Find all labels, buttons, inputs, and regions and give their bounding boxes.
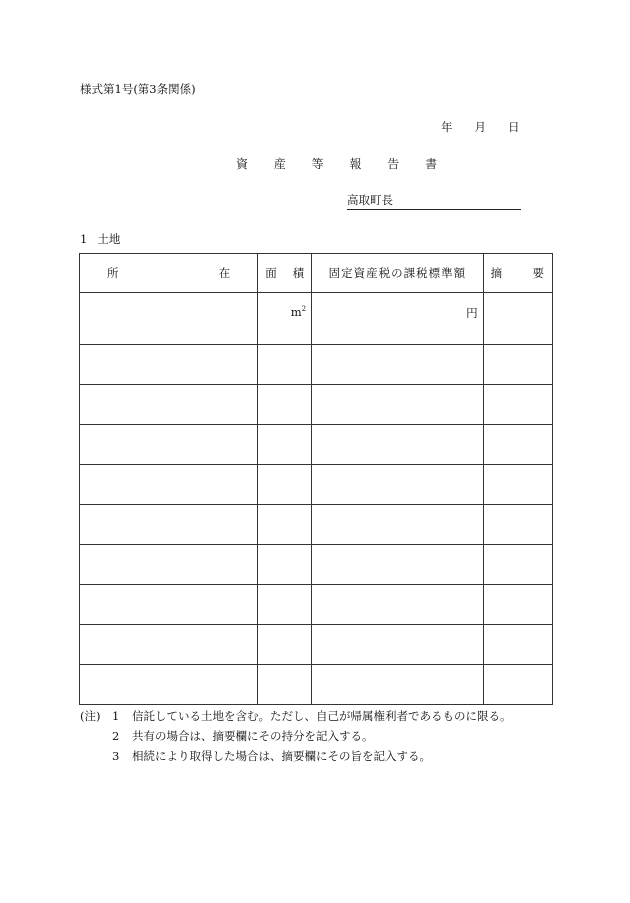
remarks-cell[interactable]	[483, 585, 552, 625]
area-cell[interactable]	[258, 465, 312, 505]
header-assessed-value-label: 固定資産税の課税標準額	[328, 266, 467, 280]
document-title: 資 産 等 報 告 書	[236, 157, 449, 171]
area-cell[interactable]	[258, 625, 312, 665]
assessed-value-cell[interactable]	[312, 465, 484, 505]
assessed-value-cell[interactable]	[312, 625, 484, 665]
location-cell[interactable]	[80, 465, 258, 505]
remarks-cell[interactable]	[483, 293, 552, 345]
area-cell[interactable]	[258, 425, 312, 465]
remarks-cell[interactable]	[483, 345, 552, 385]
header-remarks	[483, 254, 552, 293]
section-heading	[80, 231, 120, 247]
assessed-value-unit: 円	[466, 306, 478, 320]
location-cell[interactable]	[80, 345, 258, 385]
header-location-char-2: 在	[218, 266, 231, 280]
location-cell[interactable]	[80, 425, 258, 465]
note-item	[80, 706, 512, 726]
location-cell[interactable]	[80, 545, 258, 585]
location-cell[interactable]	[80, 385, 258, 425]
assessed-value-cell[interactable]	[312, 545, 484, 585]
location-cell[interactable]	[80, 585, 258, 625]
notes	[80, 706, 512, 766]
area-cell[interactable]	[258, 665, 312, 705]
addressee: 高取町長	[347, 192, 521, 210]
table-row	[80, 385, 553, 425]
header-area-char-1: 面	[265, 266, 277, 280]
land-asset-table	[79, 253, 553, 705]
table-row	[80, 545, 553, 585]
assessed-value-cell[interactable]	[312, 293, 484, 345]
remarks-cell[interactable]	[483, 385, 552, 425]
note-text: 相続により取得した場合は、摘要欄にその旨を記入する。	[132, 749, 431, 763]
area-cell[interactable]	[258, 345, 312, 385]
date-year-label: 年	[441, 120, 453, 134]
table-row	[80, 465, 553, 505]
location-cell[interactable]	[80, 293, 258, 345]
date-month-label: 月	[474, 120, 486, 134]
remarks-cell[interactable]	[483, 425, 552, 465]
note-item	[80, 746, 512, 766]
location-cell[interactable]	[80, 625, 258, 665]
location-cell[interactable]	[80, 665, 258, 705]
area-unit: $m^2$	[290, 305, 307, 319]
assessed-value-cell[interactable]	[312, 385, 484, 425]
header-location	[80, 254, 258, 293]
section-number: 1	[80, 232, 88, 246]
table-row	[80, 665, 553, 705]
section-label: 土地	[97, 232, 121, 246]
note-text: 共有の場合は、摘要欄にその持分を記入する。	[132, 729, 374, 743]
assessed-value-cell[interactable]	[312, 425, 484, 465]
note-index: 2	[112, 729, 120, 743]
table-row	[80, 425, 553, 465]
area-cell[interactable]	[258, 293, 312, 345]
table-row	[80, 625, 553, 665]
table-row	[80, 585, 553, 625]
header-assessed-value	[312, 254, 484, 293]
area-cell[interactable]	[258, 545, 312, 585]
remarks-cell[interactable]	[483, 625, 552, 665]
note-text: 信託している土地を含む。ただし、自己が帰属権利者であるものに限る。	[132, 709, 512, 723]
header-remarks-char-2: 要	[532, 266, 544, 280]
date-line	[441, 119, 520, 135]
note-item	[80, 726, 512, 746]
assessed-value-cell[interactable]	[312, 585, 484, 625]
assessed-value-cell[interactable]	[312, 505, 484, 545]
area-cell[interactable]	[258, 585, 312, 625]
date-day-label: 日	[508, 120, 520, 134]
table-row	[80, 345, 553, 385]
remarks-cell[interactable]	[483, 505, 552, 545]
remarks-cell[interactable]	[483, 665, 552, 705]
area-cell[interactable]	[258, 385, 312, 425]
note-index: 1	[112, 709, 120, 723]
table-header-row	[80, 254, 553, 293]
notes-lead: (注)	[80, 709, 101, 723]
header-area-char-2: 積	[292, 266, 305, 280]
assessed-value-cell[interactable]	[312, 345, 484, 385]
assessed-value-cell[interactable]	[312, 665, 484, 705]
remarks-cell[interactable]	[483, 465, 552, 505]
note-index: 3	[112, 749, 120, 763]
remarks-cell[interactable]	[483, 545, 552, 585]
header-remarks-char-1: 摘	[490, 266, 503, 280]
location-cell[interactable]	[80, 505, 258, 545]
table-row	[80, 293, 553, 345]
header-area	[258, 254, 312, 293]
form-number: 様式第1号(第3条関係)	[80, 82, 196, 96]
header-location-char-1: 所	[107, 266, 119, 280]
table-row	[80, 505, 553, 545]
area-cell[interactable]	[258, 505, 312, 545]
